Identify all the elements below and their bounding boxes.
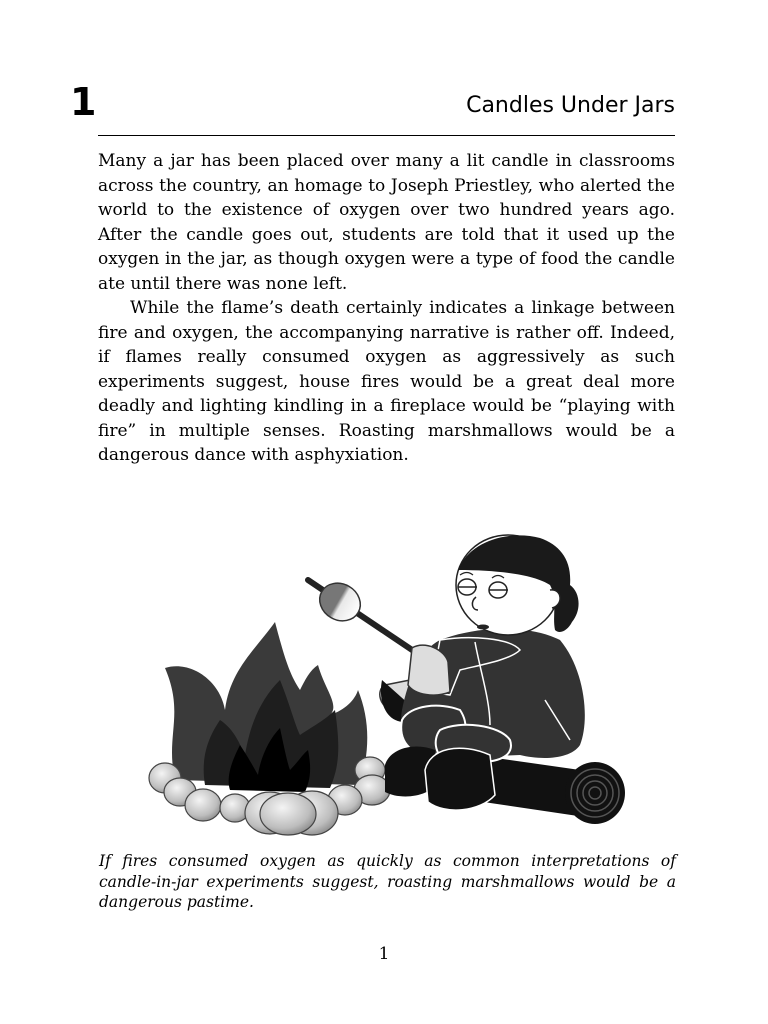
chapter-title: Candles Under Jars bbox=[466, 93, 675, 118]
marshmallow bbox=[313, 576, 367, 628]
page-number: 1 bbox=[378, 944, 390, 964]
paragraph-2: While the flame’s death certainly indicates a linkage between fire and oxygen, the accompanying narrative is rather off. Indeed, if flames really consumed oxygen as aggressively as such experiments suggest, house fires would be a great deal more deadly and lighting kindling in a fireplace would be “playing with fire” in multiple senses. Roasting marshmallows would be a dangerous dance with asphyxiation. bbox=[98, 298, 675, 465]
chapter-number: 1 bbox=[70, 80, 97, 124]
header-rule bbox=[98, 135, 675, 136]
body-text bbox=[98, 149, 675, 468]
paragraph-1: Many a jar has been placed over many a lit candle in classrooms across the country, an homage to Joseph Priestley, who alerted the world to the existence of oxygen over two hundred years ago. After the candle goes out, students are told that it used up the oxygen in the jar, as though oxygen were a type of food the candle ate until there was none left. bbox=[98, 151, 675, 294]
fire-flames bbox=[165, 622, 367, 792]
campfire-illustration bbox=[140, 530, 640, 840]
figure-caption: If fires consumed oxygen as quickly as common interpretations of candle-in-jar experiments suggest, roasting marshmallows would be a dangerous pastime. bbox=[99, 852, 676, 911]
